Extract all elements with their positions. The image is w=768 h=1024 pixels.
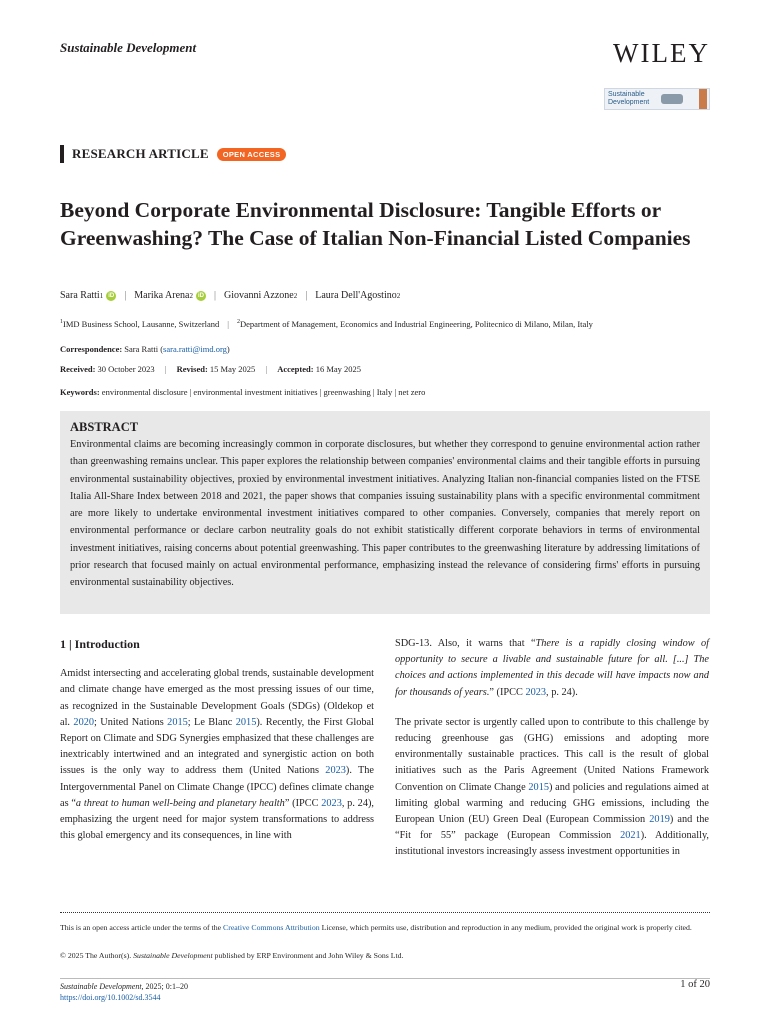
text-run: , p. 24).	[546, 686, 578, 698]
keywords-text: environmental disclosure | environmental investment initiatives | greenwashing | Italy | net zero	[101, 387, 426, 397]
license-link[interactable]: Creative Commons Attribution	[223, 923, 320, 932]
text-run: ). Additionally, institutional investors increasingly assess investment opportunities in	[395, 830, 710, 858]
footer-volume: 2025; 0:1–20	[143, 982, 188, 991]
journal-cover-thumbnail[interactable]	[604, 88, 710, 110]
citation-link[interactable]: 2015	[167, 716, 188, 728]
article-dates	[60, 364, 361, 374]
author-list	[60, 290, 400, 301]
article-type-row	[60, 145, 286, 163]
accepted-date: 16 May 2025	[315, 364, 362, 374]
citation-link[interactable]: 2023	[325, 765, 346, 777]
text-run: ). Recently, the First Global Report on Climate and SDG Synergies emphasized that these challenges are inextricably intertwined and an integrated and synergistic action on both issues is the only way to address them (United Nations	[60, 716, 374, 777]
received-date: 30 October 2023	[97, 364, 155, 374]
affiliation-sup: 1	[60, 319, 63, 326]
text-run: ) and the “Fit for 55” package (European Commission	[395, 814, 710, 842]
author-2[interactable]: Marika Arena 2 iD	[134, 290, 204, 301]
citation-link[interactable]: 2023	[321, 797, 342, 809]
abstract-text: Environmental claims are becoming increasingly common in corporate disclosures, but whether they correspond to genuine environmental action rather than greenwashing remains unclear. This paper explores the relationship between companies' environmental claims and their tangible efforts in pursuing environmental sustainability objectives, proxied by environmental investment initiatives. Analyzing Italian non-financial companies listed on the FTSE Italia All-Share Index between 2018 and 2021, the paper shows that companies issuing sustainability plans with a specific environmental commitment are more likely to undertake environmental investment initiatives compared to other companies. Conversely, companies that merely report on environmental performance or declare carbon neutrality goals do not exhibit statistically different corporate behaviors in terms of environmental investment initiatives, raising concerns about potential greenwashing. This paper contributes to the greenwashing literature by addressing limitations of prior research that focused mainly on actual environmental performance, emphasizing instead the relevance of considering firms' efforts in pursuing environmental sustainability objectives.	[70, 439, 700, 589]
text-run: ; Le Blanc	[187, 716, 236, 728]
article-type: RESEARCH ARTICLE	[72, 146, 209, 161]
citation-link[interactable]: 2023	[525, 686, 547, 698]
page-number: 1 of 20	[680, 979, 710, 990]
text-run: Amidst intersecting and accelerating global trends, sustainable development and climate change have emerged as the most pressing issues of our time, as recognized in the Sustainable Development Goals (SDGs) (Oldekop et al.	[60, 668, 374, 728]
cover-title-line1: Sustainable	[608, 91, 645, 98]
body-paragraph	[395, 636, 709, 701]
body-column-left	[60, 636, 374, 844]
correspondence-name: Sara Ratti	[124, 344, 159, 354]
copyright-note	[60, 950, 710, 962]
text-run: ” (IPCC	[489, 686, 526, 698]
text-run: SDG-13. Also, it warns that “	[395, 638, 536, 649]
date-separator: |	[164, 364, 167, 374]
text-run: ). The Intergovernmental Panel on Climate Change (IPCC) defines climate change as “	[60, 765, 374, 809]
body-column-right	[395, 636, 709, 861]
author-1[interactable]: Sara Ratti 1 iD	[60, 290, 115, 301]
affiliations	[60, 319, 593, 329]
text-run: , p. 24), emphasizing the urgent need for major system transformations to address this global emergency and its consequences, in line with	[60, 797, 374, 842]
text-run: License, which permits use, distribution and reproduction in any medium, provided the original work is properly cited.	[319, 923, 692, 932]
received-label: Received:	[60, 364, 96, 374]
text-run: © 2025 The Author(s).	[60, 951, 134, 960]
footer-journal: Sustainable Development,	[60, 982, 144, 991]
citation-link[interactable]: 2020	[73, 716, 95, 728]
publisher-logo[interactable]: WILEY	[613, 38, 710, 68]
license-note	[60, 922, 710, 934]
article-title: Beyond Corporate Environmental Disclosure: Tangible Efforts or Greenwashing? The Case of Italian Non-Financial Listed Companies	[60, 198, 691, 250]
cover-title	[605, 91, 661, 107]
affiliation-text: Department of Management, Economics and Industrial Engineering, Politecnico di Milano, Milan, Italy	[240, 319, 593, 329]
author-name: Laura Dell'Agostino	[315, 290, 397, 301]
text-run: The private sector is urgently called upon to contribute to this challenge by reducing greenhouse gas (GHG) emissions and adopting more environmentally sustainable practices. This call is the result of global initiatives such as the Paris Agreement (United Nations Framework Convention on Climate Change	[395, 716, 709, 793]
author-name: Giovanni Azzone	[224, 290, 294, 301]
citation-link[interactable]: 2015	[528, 781, 549, 793]
footer-divider	[60, 978, 710, 979]
body-paragraph	[60, 666, 374, 844]
affiliation-separator: |	[227, 319, 229, 329]
author-3[interactable]: Giovanni Azzone 2	[224, 290, 298, 301]
accepted-label: Accepted:	[277, 364, 314, 374]
cover-title-line2: Development	[608, 99, 650, 106]
footnote-divider	[60, 912, 710, 913]
keywords	[60, 387, 425, 397]
author-separator: |	[214, 290, 217, 301]
affiliation-text: IMD Business School, Lausanne, Switzerland	[63, 319, 220, 329]
citation-link[interactable]: 2019	[649, 814, 670, 826]
keywords-label: Keywords:	[60, 387, 100, 397]
paragraph-gap	[395, 701, 709, 715]
correspondence: Correspondence: Sara Ratti (sara.ratti@imd.org)	[60, 344, 230, 354]
cover-spine-mark	[699, 89, 707, 109]
text-run: ) and policies and regulations aimed at limiting global warming and reducing GHG emissions, including the European Union (EU) Green Deal (European Commission	[395, 781, 709, 826]
journal-italic: Sustainable Development	[133, 951, 213, 960]
text-run: published by ERP Environment and John Wiley & Sons Ltd.	[212, 951, 404, 960]
text-run: ” (IPCC	[284, 797, 322, 809]
author-separator: |	[305, 290, 308, 301]
revised-date: 15 May 2025	[209, 364, 256, 374]
revised-label: Revised:	[176, 364, 208, 374]
author-separator: |	[124, 290, 127, 301]
cover-logo-icon	[661, 94, 683, 104]
author-4[interactable]: Laura Dell'Agostino 2	[315, 290, 401, 301]
abstract-box	[60, 411, 710, 614]
article-type-bar	[60, 145, 64, 163]
citation-link[interactable]: 2015	[235, 716, 257, 728]
correspondence-label: Correspondence:	[60, 344, 123, 354]
journal-name: Sustainable Development	[60, 40, 197, 55]
abstract-heading: ABSTRACT	[70, 420, 139, 434]
date-separator: |	[265, 364, 268, 374]
text-run: ; United Nations	[94, 716, 168, 728]
orcid-icon[interactable]: iD	[198, 292, 204, 299]
doi-link[interactable]: https://doi.org/10.1002/sd.3544	[60, 993, 161, 1002]
quote-italic: a threat to human well-being and planetary health	[75, 797, 285, 809]
affiliation-1	[60, 319, 219, 329]
open-access-badge: OPEN ACCESS	[217, 148, 287, 161]
citation-link[interactable]: 2021	[620, 830, 641, 842]
quote-italic: There is a rapidly closing window of opportunity to secure a livable and sustainable future for all. [...] The choices and actions implemented in this decade will have impacts now and for thousands of years.	[395, 638, 709, 698]
affiliation-sup: 2	[237, 319, 240, 326]
author-name: Sara Ratti	[60, 290, 100, 301]
correspondence-email-link[interactable]: sara.ratti@imd.org	[163, 344, 227, 354]
footer-citation	[60, 981, 188, 1003]
affiliation-2	[237, 319, 593, 329]
orcid-icon[interactable]: iD	[108, 292, 115, 299]
body-paragraph	[395, 715, 709, 861]
section-heading-introduction: 1 | Introduction	[60, 637, 140, 651]
author-name: Marika Arena	[134, 290, 190, 301]
text-run: This is an open access article under the terms of the	[60, 923, 224, 932]
